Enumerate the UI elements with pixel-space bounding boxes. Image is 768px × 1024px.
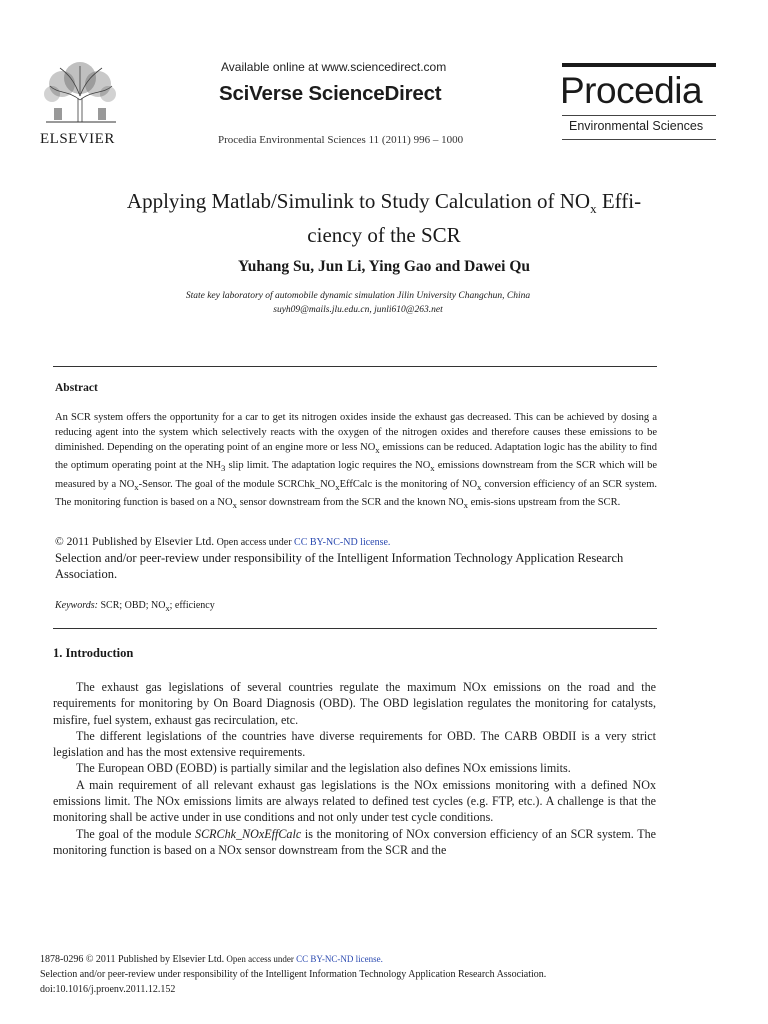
license-link[interactable]: CC BY-NC-ND license. xyxy=(294,537,391,548)
procedia-rule-top xyxy=(562,63,716,67)
page-footer xyxy=(40,952,546,997)
peer-review-note: Selection and/or peer-review under responsibility of the Intelligent Information Technology Application Research Association. xyxy=(55,551,624,581)
intro-paragraph: The European OBD (EOBD) is partially similar and the legislation also defines NOx emissions limits. xyxy=(76,761,571,776)
intro-paragraph: The goal of the module SCRChk_NOxEffCalc is the monitoring of NOx conversion efficiency of an SCR system. The monitoring function is based on a NOx sensor downstream from the SCR and the xyxy=(53,826,656,857)
abstract-heading: Abstract xyxy=(55,382,98,394)
footer-license-link[interactable]: CC BY-NC-ND license. xyxy=(296,954,383,964)
intro-body xyxy=(53,679,656,858)
footer-peer-review: Selection and/or peer-review under responsibility of the Intelligent Information Technology Application Research Association. xyxy=(40,969,547,980)
procedia-rule-mid xyxy=(562,115,716,116)
procedia-logo: Procedia xyxy=(560,70,703,111)
divider-top xyxy=(53,366,657,367)
intro-paragraph: A main requirement of all relevant exhaust gas legislations is the NOx emissions monitoring with a defined NOx emissions limit. The NOx emissions limits are always related to defined test cycles (e.g. FTP, etc.). A challenge is that the monitoring shall be active under in use conditions and not only under test cycle conditions. xyxy=(53,777,656,825)
footer-doi: doi:10.1016/j.proenv.2011.12.152 xyxy=(40,984,176,995)
intro-paragraph: The different legislations of the countries have diverse requirements for OBD. The CARB OBDII is a very strict legislation and has the most extensive requirements. xyxy=(53,728,656,760)
paper-title: Applying Matlab/Simulink to Study Calculation of $NO_x$ Effi- ciency of the SCR xyxy=(126,189,642,248)
keywords-line: Keywords: SCR; OBD; $NO_x$; efficiency xyxy=(55,600,215,613)
copyright-line: © 2011 Published by Elsevier Ltd. Open access under CC BY-NC-ND license. xyxy=(55,536,391,548)
procedia-rule-bottom xyxy=(562,139,716,140)
procedia-subtitle: Environmental Sciences xyxy=(569,119,704,133)
paper-authors: Yuhang Su, Jun Li, Ying Gao and Dawei Qu xyxy=(237,258,531,275)
sciverse-logo: SciVerse ScienceDirect xyxy=(219,82,442,105)
footer-issn-line: 1878-0296 © 2011 Published by Elsevier Ltd. Open access under CC BY-NC-ND license. xyxy=(40,954,383,965)
abstract-body: An SCR system offers the opportunity for a car to get its nitrogen oxides inside the exhaust gas decreased. This can be achieved by dosing a reducing agent into the system which selectively reacts with the oxygen of the nitrogen oxides and therefore causes these emissions to be diminished. Depending on the operating point of an engine more or less $NO_x$ emissions can be reduced. Adaptation logic has the ability to find the optimum operating point at the $NH_3$ slip limit. The adaptation logic requires the $NO_x$ emissions downstream from the SCR which will be measured by a $NO_x$-Sensor. The goal of the module $SCRChk\_NO_xEffCalc$ is the monitoring of $NO_x$ conversion efficiency of an SCR system. The monitoring function is based on a $NO_x$ sensor downstream from the SCR and the known $NO_x$ emis-sions upstream from the SCR. xyxy=(55,412,658,510)
elsevier-wordmark: ELSEVIER xyxy=(40,131,115,147)
journal-citation: Procedia Environmental Sciences 11 (2011) 996 – 1000 xyxy=(218,134,464,146)
author-emails: suyh09@mails.jlu.edu.cn, junli610@263.net xyxy=(273,305,443,315)
available-online-text: Available online at www.sciencedirect.com xyxy=(221,60,447,74)
author-affiliation: State key laboratory of automobile dynamic simulation Jilin University Changchun, China xyxy=(185,291,531,301)
divider-bottom xyxy=(53,628,657,629)
elsevier-tree-logo xyxy=(38,60,124,124)
intro-paragraph: The exhaust gas legislations of several countries regulate the maximum NOx emissions on the road and the requirements for monitoring by On Board Diagnosis (OBD). The OBD legislation regulates the monitoring for catalysts, misfire, fuel system, exhaust gas recirculation, etc. xyxy=(53,680,656,727)
section-heading: 1. Introduction xyxy=(53,646,134,660)
